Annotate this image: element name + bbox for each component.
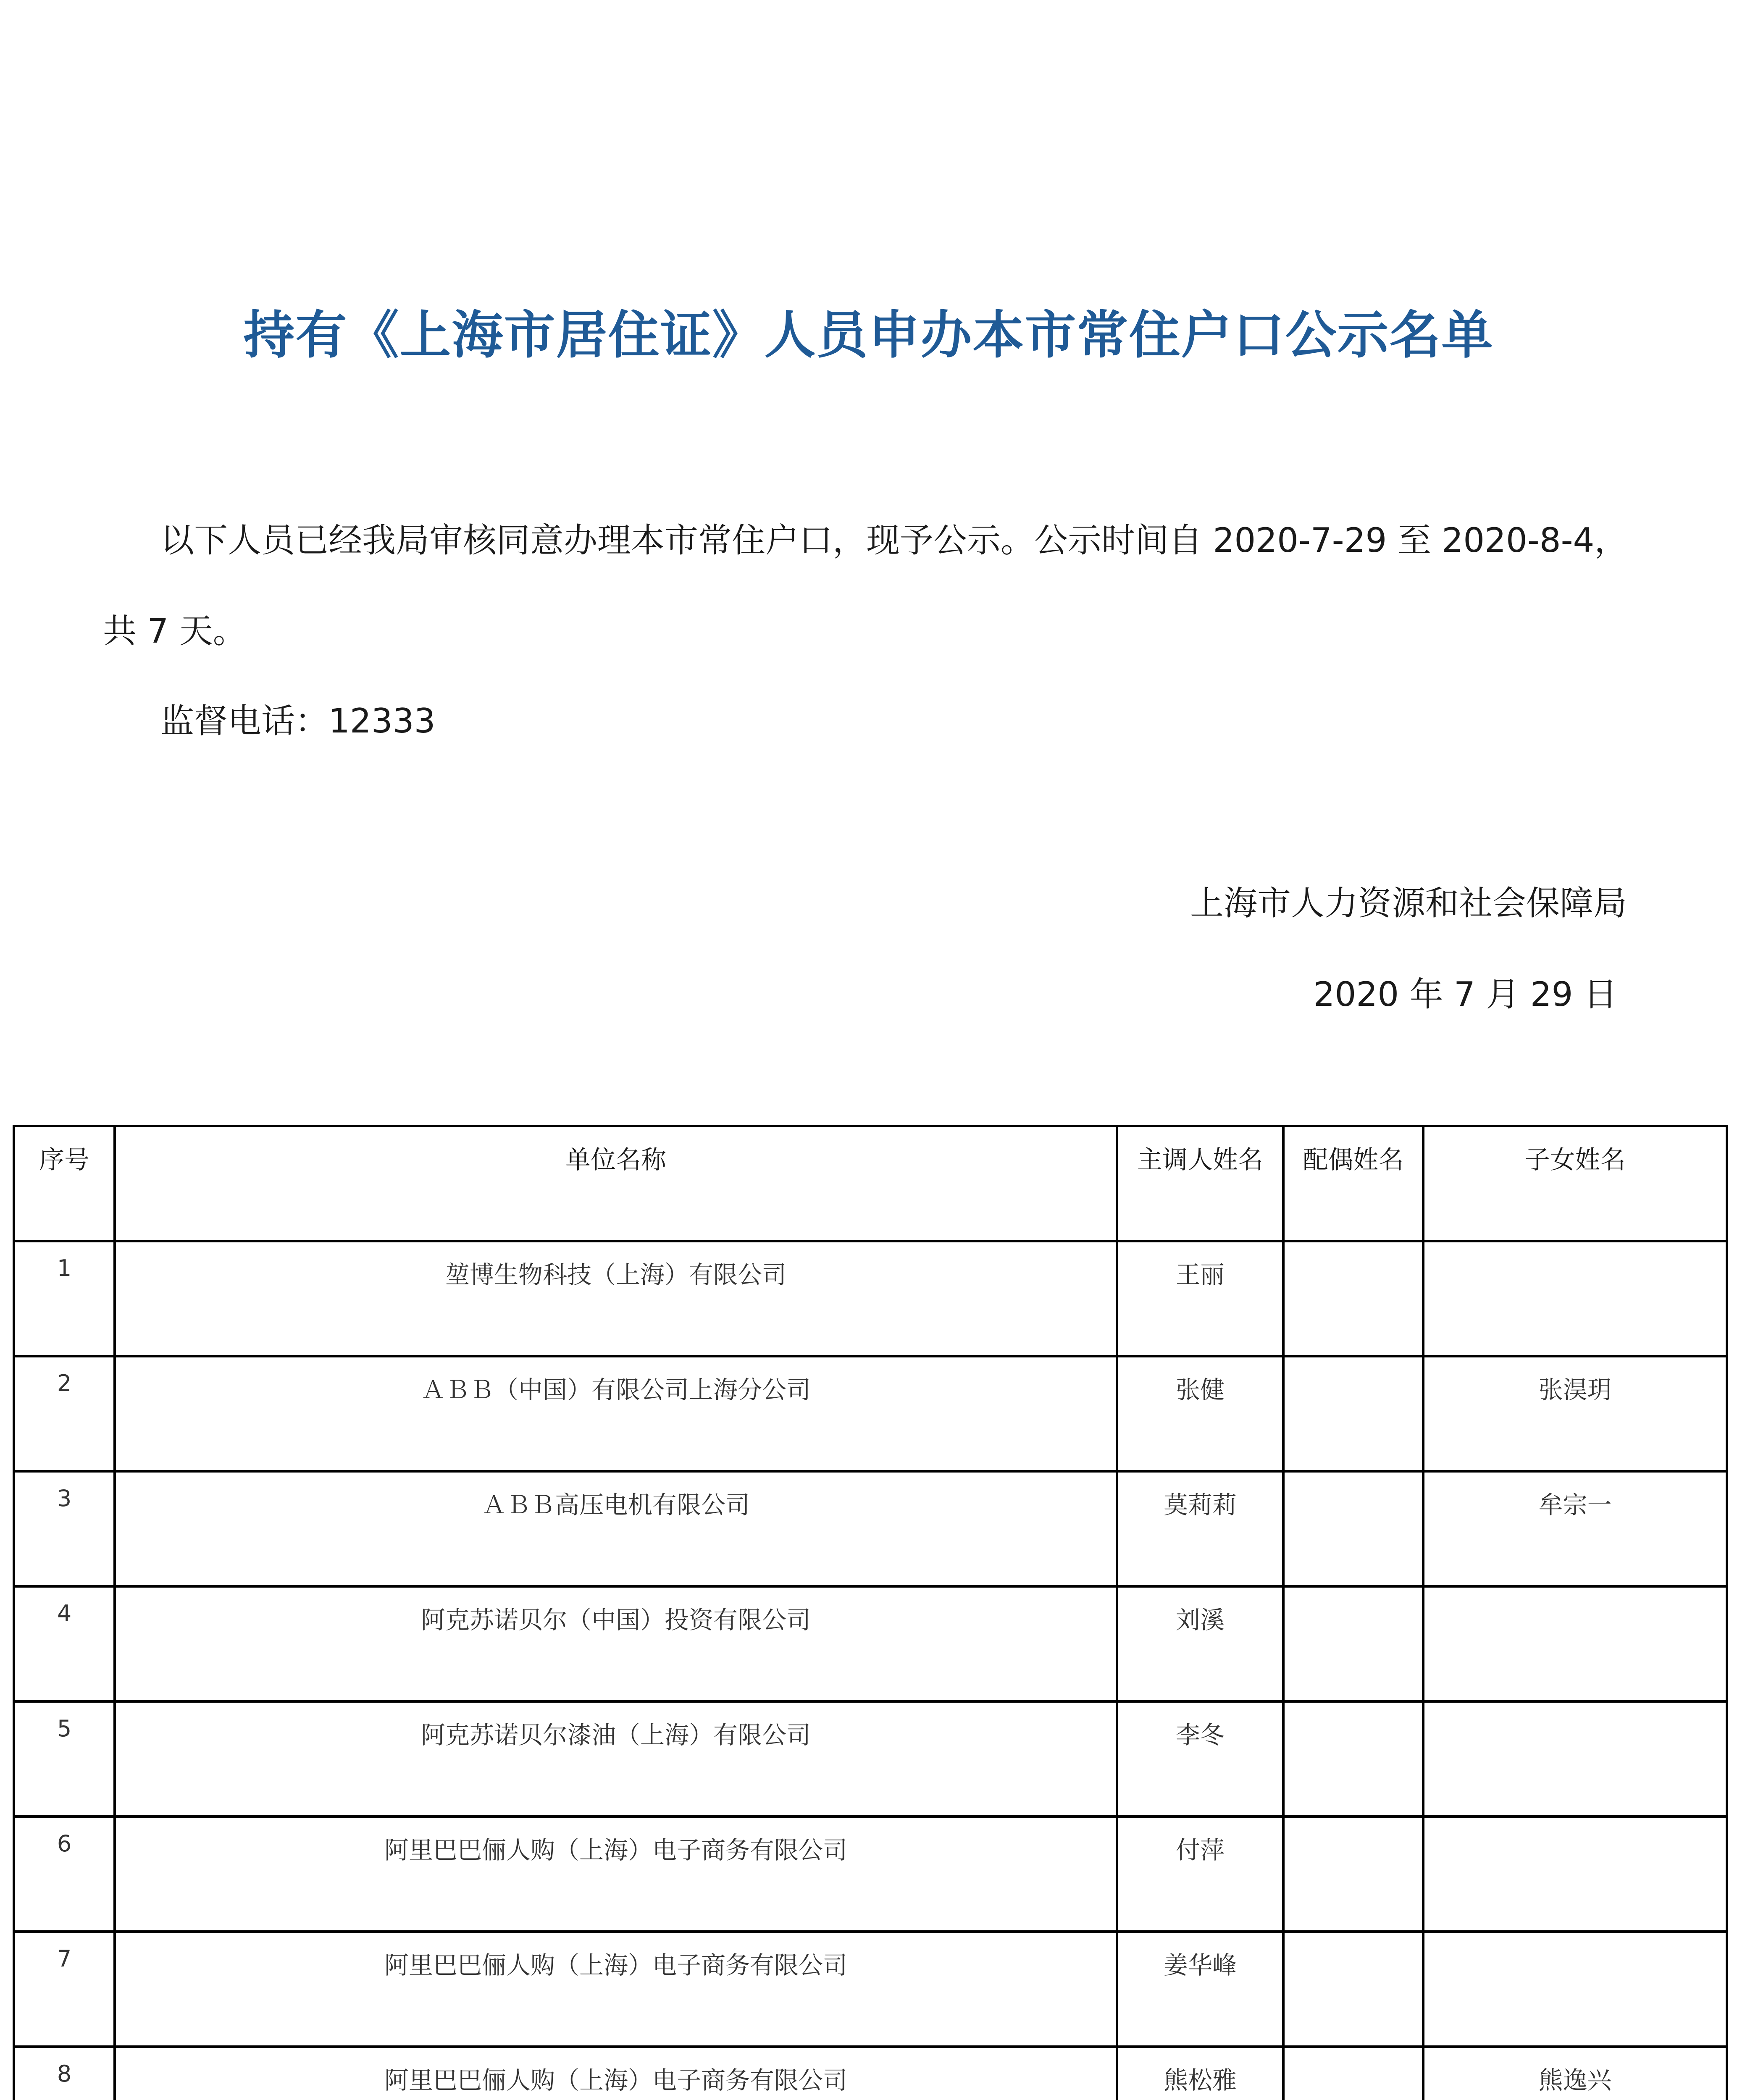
row-applicant-name: 熊松雅 <box>1117 2047 1283 2100</box>
row-serial-number: 7 <box>14 1932 115 2047</box>
row-spouse-name <box>1283 1586 1423 1701</box>
row-applicant-name: 付萍 <box>1117 1816 1283 1932</box>
table-row <box>14 1241 1727 1356</box>
row-company-name: 阿克苏诺贝尔漆油（上海）有限公司 <box>115 1701 1117 1816</box>
roster-table <box>13 1125 1728 2100</box>
notice-paragraph-line-1: 以下人员已经我局审核同意办理本市常住户口，现予公示。公示时间自 2020-7-29 至 2020-8-4， <box>160 521 1628 560</box>
row-company-name: ＡＢＢ高压电机有限公司 <box>115 1471 1117 1586</box>
row-applicant-name: 莫莉莉 <box>1117 1471 1283 1586</box>
header-company-name: 单位名称 <box>115 1126 1117 1241</box>
table-row <box>14 1356 1727 1471</box>
row-spouse-name <box>1283 1816 1423 1932</box>
row-serial-number: 4 <box>14 1586 115 1701</box>
row-spouse-name <box>1283 1356 1423 1471</box>
row-children-name <box>1423 1932 1727 2047</box>
row-company-name: ＡＢＢ（中国）有限公司上海分公司 <box>115 1356 1117 1471</box>
page-title: 持有《上海市居住证》人员申办本市常住户口公示名单 <box>243 305 1494 365</box>
row-spouse-name <box>1283 1701 1423 1816</box>
row-company-name: 阿里巴巴俪人购（上海）电子商务有限公司 <box>115 2047 1117 2100</box>
notice-paragraph-line-2: 共 7 天。 <box>103 612 247 651</box>
row-children-name: 张淏玥 <box>1423 1356 1727 1471</box>
table-row <box>14 1816 1727 1932</box>
header-applicant-name: 主调人姓名 <box>1117 1126 1283 1241</box>
table-row <box>14 2047 1727 2100</box>
row-serial-number: 3 <box>14 1471 115 1586</box>
table-row <box>14 1586 1727 1701</box>
row-children-name <box>1423 1701 1727 1816</box>
row-company-name: 堃博生物科技（上海）有限公司 <box>115 1241 1117 1356</box>
table-row <box>14 1932 1727 2047</box>
row-spouse-name <box>1283 1241 1423 1356</box>
hotline-text: 监督电话：12333 <box>160 701 436 740</box>
row-applicant-name: 张健 <box>1117 1356 1283 1471</box>
row-spouse-name <box>1283 2047 1423 2100</box>
row-children-name <box>1423 1586 1727 1701</box>
row-serial-number: 5 <box>14 1701 115 1816</box>
row-children-name <box>1423 1816 1727 1932</box>
row-applicant-name: 李冬 <box>1117 1701 1283 1816</box>
header-serial-number: 序号 <box>14 1126 115 1241</box>
table-row <box>14 1471 1727 1586</box>
table-header-row <box>14 1126 1727 1241</box>
header-children-name: 子女姓名 <box>1423 1126 1727 1241</box>
row-serial-number: 1 <box>14 1241 115 1356</box>
row-serial-number: 8 <box>14 2047 115 2100</box>
row-children-name: 牟宗一 <box>1423 1471 1727 1586</box>
row-company-name: 阿里巴巴俪人购（上海）电子商务有限公司 <box>115 1816 1117 1932</box>
issuer-name: 上海市人力资源和社会保障局 <box>1190 884 1627 923</box>
row-spouse-name <box>1283 1932 1423 2047</box>
row-applicant-name: 姜华峰 <box>1117 1932 1283 2047</box>
header-spouse-name: 配偶姓名 <box>1283 1126 1423 1241</box>
row-serial-number: 2 <box>14 1356 115 1471</box>
row-children-name <box>1423 1241 1727 1356</box>
row-company-name: 阿克苏诺贝尔（中国）投资有限公司 <box>115 1586 1117 1701</box>
row-children-name: 熊逸兴 <box>1423 2047 1727 2100</box>
row-applicant-name: 刘溪 <box>1117 1586 1283 1701</box>
issue-date: 2020 年 7 月 29 日 <box>1313 975 1617 1014</box>
row-applicant-name: 王丽 <box>1117 1241 1283 1356</box>
row-spouse-name <box>1283 1471 1423 1586</box>
table-row <box>14 1701 1727 1816</box>
row-company-name: 阿里巴巴俪人购（上海）电子商务有限公司 <box>115 1932 1117 2047</box>
row-serial-number: 6 <box>14 1816 115 1932</box>
